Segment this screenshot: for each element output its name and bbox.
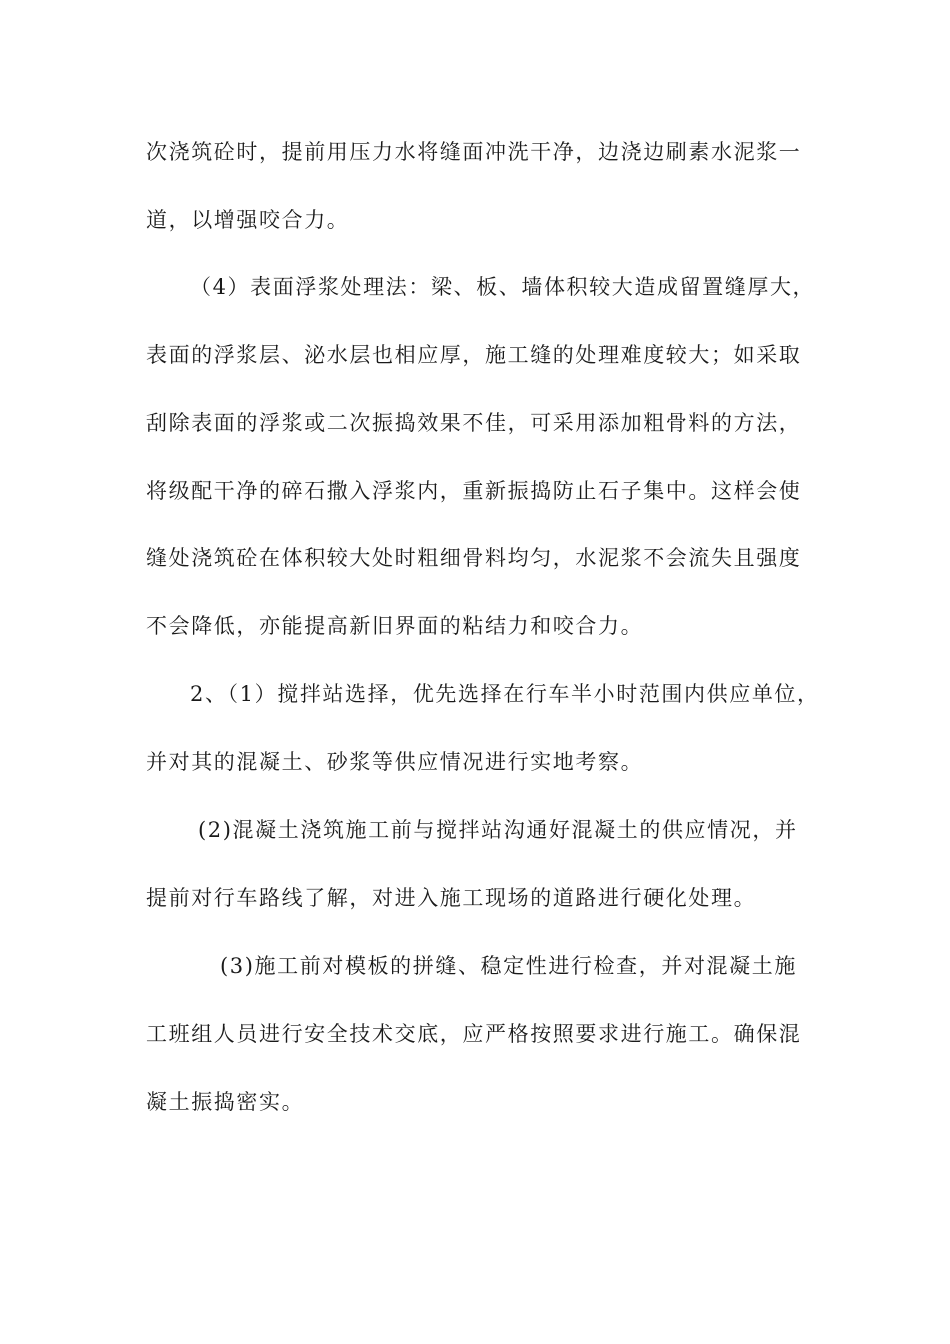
- paragraph-line: 道，以增强咬合力。: [146, 208, 350, 232]
- paragraph-line: 2、（1）搅拌站选择，优先选择在行车半小时范围内供应单位，: [190, 682, 820, 706]
- paragraph-line: 不会降低，亦能提高新旧界面的粘结力和咬合力。: [146, 614, 644, 638]
- paragraph-line: (2)混凝土浇筑施工前与搅拌站沟通好混凝土的供应情况，并: [198, 818, 798, 842]
- paragraph-line: （4）表面浮浆处理法：梁、板、墙体积较大造成留置缝厚大，: [190, 275, 816, 299]
- paragraph-line: 刮除表面的浮浆或二次振捣效果不佳，可采用添加粗骨料的方法，: [146, 411, 802, 435]
- paragraph-line: 凝土振捣密实。: [146, 1090, 305, 1114]
- paragraph-line: 工班组人员进行安全技术交底，应严格按照要求进行施工。确保混: [146, 1022, 802, 1046]
- paragraph-line: 提前对行车路线了解，对进入施工现场的道路进行硬化处理。: [146, 886, 757, 910]
- paragraph-line: 缝处浇筑砼在体积较大处时粗细骨料均匀，水泥浆不会流失且强度: [146, 546, 802, 570]
- paragraph-line: 并对其的混凝土、砂浆等供应情况进行实地考察。: [146, 750, 644, 774]
- paragraph-line: (3)施工前对模板的拼缝、稳定性进行检查，并对混凝土施: [220, 954, 797, 978]
- paragraph-line: 次浇筑砼时，提前用压力水将缝面冲洗干净，边浇边刷素水泥浆一: [146, 140, 802, 164]
- paragraph-line: 将级配干净的碎石撒入浮浆内，重新振捣防止石子集中。这样会使: [146, 479, 802, 503]
- paragraph-line: 表面的浮浆层、泌水层也相应厚，施工缝的处理难度较大；如采取: [146, 343, 802, 367]
